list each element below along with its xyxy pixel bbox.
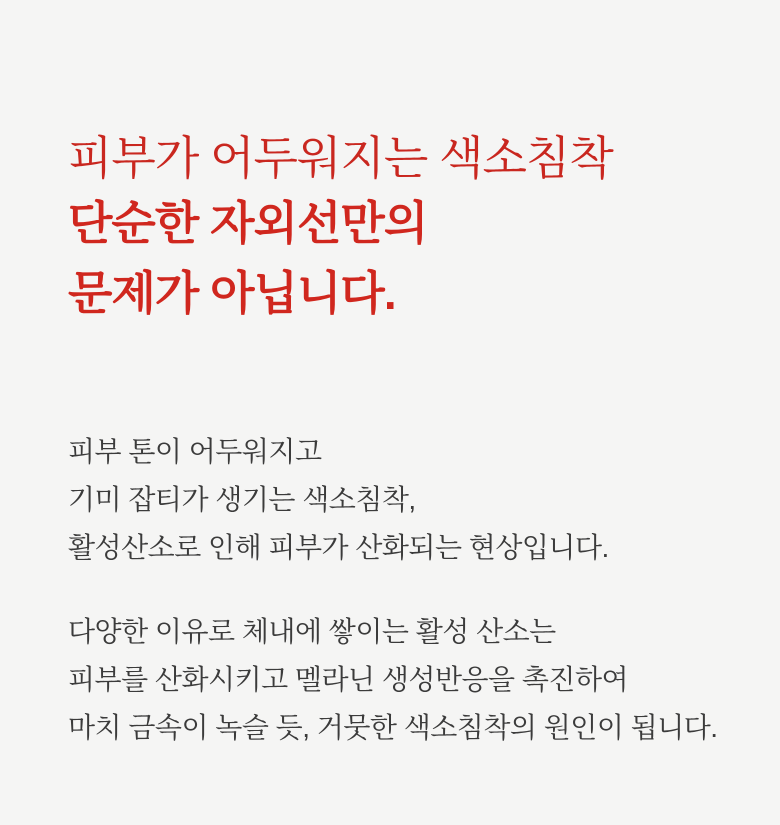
paragraph-line: 피부 톤이 어두워지고: [68, 436, 322, 467]
paragraph-pigmentation-description: [68, 428, 740, 572]
paragraph-line: 피부를 산화시키고 멜라닌 생성반응을 촉진하여: [68, 664, 629, 695]
paragraph-active-oxygen-description: [68, 608, 740, 752]
heading-line-bold-2: 문제가 아닙니다.: [68, 267, 396, 319]
paragraph-line: 마치 금속이 녹슬 듯, 거뭇한 색소침착의 원인이 됩니다.: [68, 712, 718, 743]
paragraph-line: 다양한 이유로 체내에 쌓이는 활성 산소는: [68, 616, 556, 647]
paragraph-line: 기미 잡티가 생기는 색소침착,: [68, 484, 416, 515]
page-title: [68, 128, 740, 328]
heading-line-light: 피부가 어두워지는 색소침착: [68, 132, 613, 184]
heading-line-bold-1: 단순한 자외선만의: [68, 197, 428, 249]
paragraph-line: 활성산소로 인해 피부가 산화되는 현상입니다.: [68, 532, 609, 563]
